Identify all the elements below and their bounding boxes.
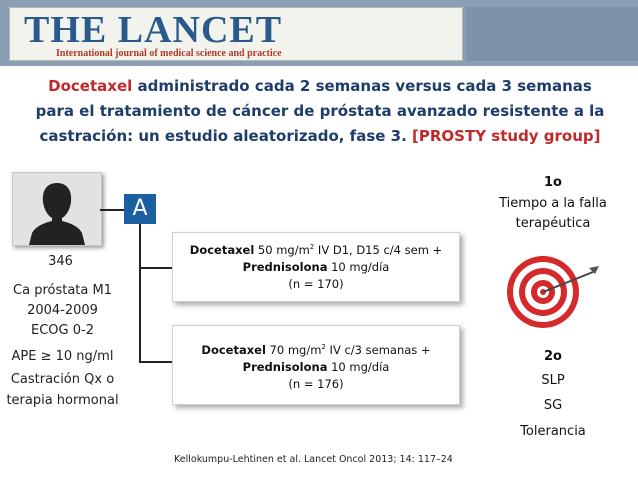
person-silhouette-icon bbox=[12, 172, 102, 246]
arm-1-dose-sup: 2 bbox=[309, 243, 315, 251]
arm-1-combo-dose: 10 mg/día bbox=[327, 259, 390, 274]
title-drug: Docetaxel bbox=[48, 77, 133, 95]
arm-2-dose: 70 mg/m bbox=[265, 342, 322, 357]
title-line-3-main: castración: un estudio aleatorizado, fase 3. bbox=[39, 127, 413, 145]
treatment-arm-1 bbox=[172, 232, 460, 302]
citation: Kellokumpu-Lehtinen et al. Lancet Oncol 2013; 14: 117–24 bbox=[174, 454, 453, 465]
population-detail: Castración Qx o bbox=[10, 372, 115, 387]
population-detail: 2004-2009 bbox=[27, 303, 98, 318]
banner-decoration bbox=[466, 7, 638, 61]
arm-1-drug: Docetaxel bbox=[189, 242, 255, 257]
arm-2-combo-line bbox=[173, 359, 459, 376]
arm-1-dose: 50 mg/m bbox=[254, 242, 310, 257]
arm-2-dose-line bbox=[173, 339, 459, 359]
secondary-endpoint-item: SLP bbox=[541, 373, 565, 388]
title-line-3 bbox=[20, 124, 620, 149]
primary-endpoint-line-1: Tiempo a la falla bbox=[499, 196, 607, 211]
arm-1-combo: Prednisolona bbox=[242, 259, 328, 274]
header-banner bbox=[0, 0, 638, 66]
population-detail: APE ≥ 10 ng/ml bbox=[11, 349, 114, 364]
arm-2-schedule: IV c/3 semanas + bbox=[325, 342, 431, 357]
secondary-endpoint-item: Tolerancia bbox=[520, 424, 586, 439]
slide-title bbox=[20, 74, 620, 149]
population-detail: Ca próstata M1 bbox=[13, 283, 112, 298]
arm-1-combo-line bbox=[173, 259, 459, 276]
title-line-2: para el tratamiento de cáncer de próstata avanzado resistente a la bbox=[35, 102, 605, 120]
connector-line bbox=[139, 267, 172, 269]
connector-line bbox=[100, 209, 124, 211]
randomization-box: A bbox=[124, 194, 156, 224]
primary-endpoint-label: 1o bbox=[544, 175, 562, 190]
arm-1-n: (n = 170) bbox=[288, 276, 344, 291]
population-detail: terapia hormonal bbox=[6, 393, 119, 408]
secondary-endpoint-item: SG bbox=[543, 398, 563, 413]
arm-2-combo: Prednisolona bbox=[242, 359, 328, 374]
title-study-group: [PROSTY study group] bbox=[412, 127, 601, 145]
connector-line bbox=[139, 361, 172, 363]
connector-line bbox=[139, 224, 141, 362]
secondary-endpoint-label: 2o bbox=[544, 349, 562, 364]
journal-logo bbox=[9, 7, 463, 61]
title-line-1-rest: administrado cada 2 semanas versus cada 3 semanas bbox=[132, 77, 592, 95]
logo-text: THE LANCET bbox=[24, 9, 283, 51]
logo-subtitle: International journal of medical science and practice bbox=[56, 48, 282, 59]
arm-2-dose-sup: 2 bbox=[321, 343, 326, 351]
bullseye-target-icon bbox=[503, 250, 603, 337]
arm-2-drug: Docetaxel bbox=[201, 342, 266, 357]
arm-2-combo-dose: 10 mg/día bbox=[327, 359, 390, 374]
arm-1-dose-line bbox=[173, 239, 459, 259]
primary-endpoint-line-2: terapéutica bbox=[515, 216, 591, 231]
arm-1-schedule: IV D1, D15 c/4 sem + bbox=[314, 242, 443, 257]
population-count: 346 bbox=[48, 254, 73, 269]
title-line-1 bbox=[20, 74, 620, 99]
population-detail: ECOG 0-2 bbox=[31, 323, 94, 338]
arm-2-n: (n = 176) bbox=[288, 376, 344, 391]
treatment-arm-2 bbox=[172, 325, 460, 405]
